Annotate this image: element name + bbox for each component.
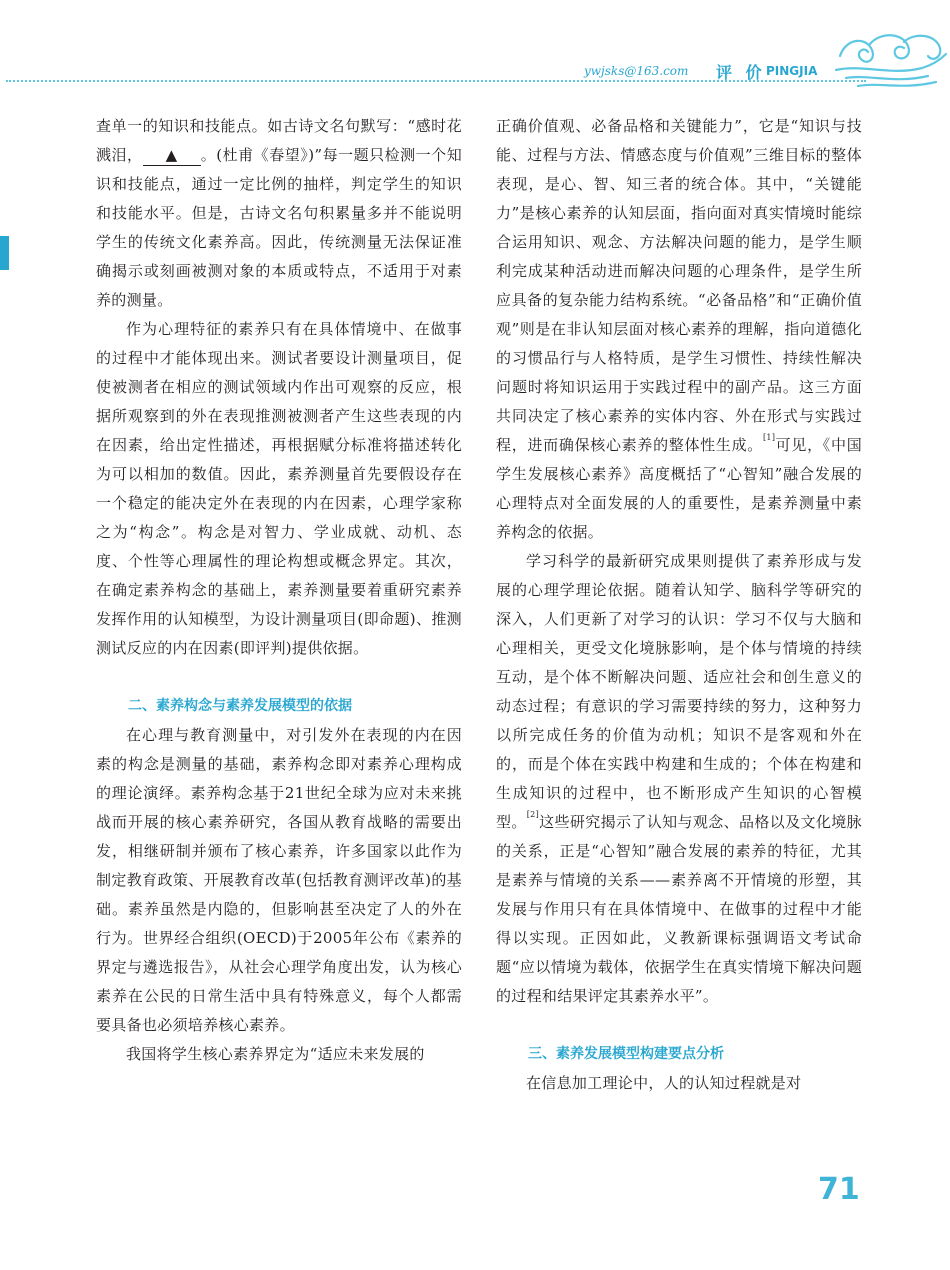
right-paragraph-2: 学习科学的最新研究成果则提供了素养形成与发展的心理学理论依据。随着认知学、脑科学等研究的深入，人们更新了对学习的认识：学习不仅与大脑和心理相关，更受文化境脉影响，是个体与情境的持续互动，是个体不断解决问题、适应社会和创生意义的动态过程；有意识的学习需要持续的努力，这种努力以所完成任务的价值为动机；知识不是客观和外在的，而是个体在实践中构建和生成的；个体在构建和生成知识的过程中，也不断形成产生知识的心智模型。[2]这些研究揭示了认知与观念、品格以及文化境脉的关系，正是“心智知”融合发展的素养的特征，尤其是素养与情境的关系——素养离不开情境的形塑，其发展与作用只有在具体情境中、在做事的过程中才能得以实现。正因如此，义教新课标强调语文考试命题“应以情境为载体，依据学生在真实情境下解决问题的过程和结果评定其素养水平”。 [496, 552, 862, 1005]
left-paragraph-4: 我国将学生核心素养界定为“适应未来发展的 [126, 1045, 425, 1063]
fill-in-blank: ▲ [143, 145, 201, 166]
edge-accent-bar [0, 236, 9, 270]
page-header [0, 0, 950, 90]
right-paragraph-3: 在信息加工理论中，人的认知过程就是对 [526, 1074, 802, 1092]
section-heading-3: 三、素养发展模型构建要点分析 [528, 1046, 724, 1062]
right-paragraph-1: 正确价值观、必备品格和关键能力”，它是“知识与技能、过程与方法、情感态度与价值观”三维目标的整体表现，是心、智、知三者的统合体。其中，“关键能力”是核心素养的认知层面，指向面对真实情境时能综合运用知识、观念、方法解决问题的能力，是学生顺利完成某种活动进而解决问题的心理条件，是学生所应具备的复杂能力结构系统。“必备品格”和“正确价值观”则是在非认知层面对核心素养的理解，指向道德化的习惯品行与人格特质，是学生习惯性、持续性解决问题时将知识运用于实践过程中的副产品。这三方面共同决定了核心素养的实体内容、外在形式与实践过程，进而确保核心素养的整体性生成。[1]可见，《中国学生发展核心素养》高度概括了“心智知”融合发展的心理特点对全面发展的人的重要性，是素养测量中素养构念的依据。 [496, 117, 862, 541]
header-email: ywjsks@163.com [584, 64, 689, 78]
wave-cloud-logo-icon [832, 30, 950, 92]
citation-ref-1: [1] [763, 433, 776, 442]
header-section-title-en: PINGJIA [766, 64, 818, 78]
page-number: 71 [818, 1172, 860, 1207]
right-column [496, 112, 862, 1098]
left-paragraph-1: 查单一的知识和技能点。如古诗文名句默写：“感时花溅泪， ▲ 。(杜甫《春望》)”每一题只检测一个知识和技能点，通过一定比例的抽样，判定学生的知识和技能水平。但是，古诗文名句积累量多并不能说明学生的传统文化素养高。因此，传统测量无法保证准确揭示或刻画被测对象的本质或特点，不适用于对素养的测量。 [96, 117, 462, 309]
left-column [96, 112, 462, 1069]
header-section-title: 评 价 [716, 63, 766, 82]
left-paragraph-3: 在心理与教育测量中，对引发外在表现的内在因素的构念是测量的基础，素养构念即对素养心理构成的理论演绎。素养构念基于21世纪全球为应对未来挑战而开展的核心素养研究，各国从教育战略的需要出发，相继研制并颁布了核心素养，许多国家以此作为制定教育政策、开展教育改革(包括教育测评改革)的基础。素养虽然是内隐的，但影响甚至决定了人的外在行为。世界经合组织(OECD)于2005年公布《素养的界定与遴选报告》，从社会心理学角度出发，认为核心素养在公民的日常生活中具有特殊意义，每个人都需要具备也必须培养核心素养。 [96, 726, 462, 1034]
section-heading-2: 二、素养构念与素养发展模型的依据 [128, 698, 352, 714]
citation-ref-2: [2] [526, 810, 539, 819]
left-paragraph-2: 作为心理特征的素养只有在具体情境中、在做事的过程中才能体现出来。测试者要设计测量项目，促使被测者在相应的测试领域内作出可观察的反应，根据所观察到的外在表现推测被测者产生这些表现的内在因素，给出定性描述，再根据赋分标准将描述转化为可以相加的数值。因此，素养测量首先要假设存在一个稳定的能决定外在表现的内在因素，心理学家称之为“构念”。构念是对智力、学业成就、动机、态度、个性等心理属性的理论构想或概念界定。其次，在确定素养构念的基础上，素养测量要着重研究素养发挥作用的认知模型，为设计测量项目(即命题)、推测测试反应的内在因素(即评判)提供依据。 [96, 320, 462, 657]
